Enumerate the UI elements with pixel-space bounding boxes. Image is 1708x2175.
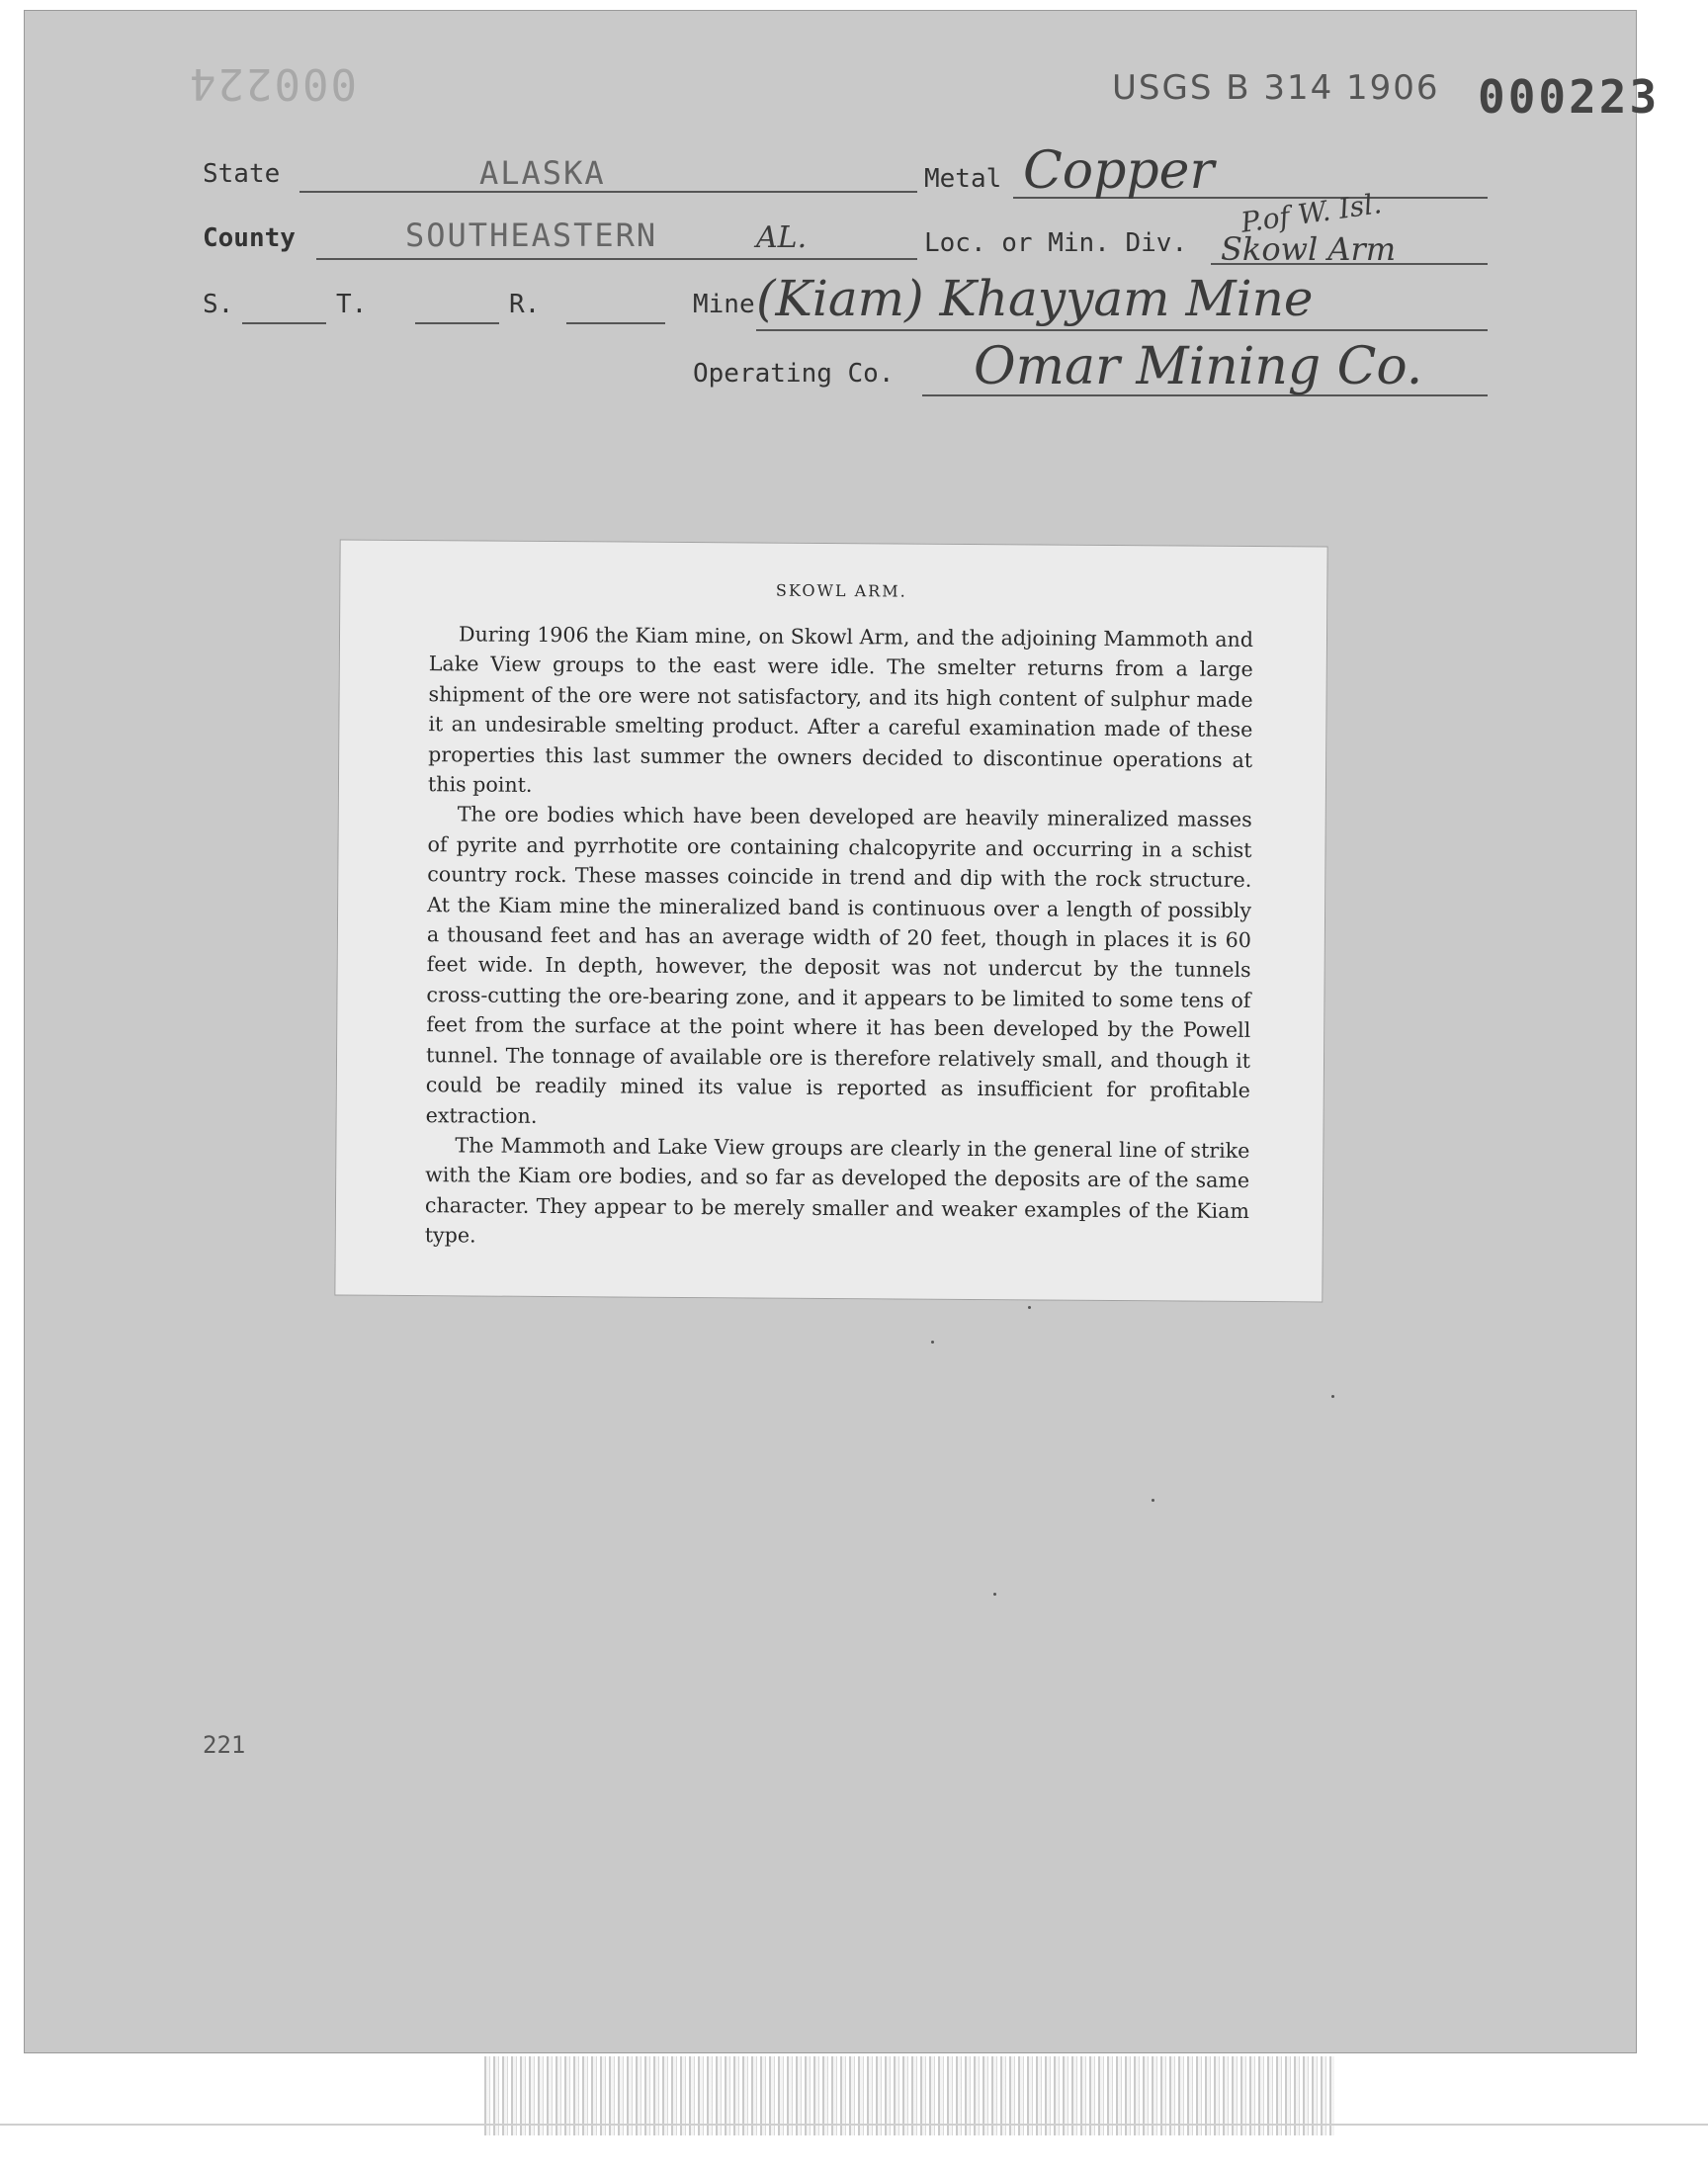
page-id-stamp: 000223 <box>1478 70 1661 124</box>
township-label: T. <box>336 290 368 319</box>
county-label: County <box>203 223 296 253</box>
county-value: SOUTHEASTERN <box>405 217 658 254</box>
scan-speck <box>1152 1499 1154 1502</box>
mine-underline <box>756 329 1488 331</box>
township-underline <box>415 322 499 324</box>
range-label: R. <box>509 290 541 319</box>
range-underline <box>566 322 665 324</box>
metal-label: Metal <box>924 164 1002 194</box>
loc-value-line2: Skowl Arm <box>1221 230 1397 268</box>
mine-label: Mine <box>693 290 755 319</box>
operating-co-label: Operating Co. <box>693 359 895 389</box>
mine-value: (Kiam) Khayyam Mine <box>756 270 1314 327</box>
clipping-paragraph: During 1906 the Kiam mine, on Skowl Arm, and the adjoining Mammoth and Lake View groups to the east were idle. The smelter returns from a large shipment of the ore were not satisfactory, and its high content of sulphur made it an undesirable smelting product. After a careful examination made of these properties this last summer the owners decided to discontinue operations at this point. <box>427 622 1254 797</box>
loc-value-line1: P.of W. Isl. <box>1238 187 1384 239</box>
scan-speck <box>1028 1306 1031 1309</box>
clipping-paragraph: The Mammoth and Lake View groups are clearly in the general line of strike with the Kiam ore bodies, and so far as developed the deposits are of the same character. They appear to be merely smaller and weaker examples of the Kiam type. <box>424 1133 1250 1248</box>
operating-co-value: Omar Mining Co. <box>974 337 1423 396</box>
scan-speck <box>931 1341 934 1344</box>
state-value: ALASKA <box>479 154 606 192</box>
section-label: S. <box>203 290 234 319</box>
scanner-edge-line <box>0 2124 1708 2126</box>
scan-speck <box>993 1593 996 1596</box>
county-handwritten: AL. <box>756 220 808 255</box>
county-underline <box>316 258 917 260</box>
faded-document-id: 000224 <box>188 58 357 109</box>
clipping-title: SKOWL ARM. <box>775 580 907 601</box>
state-underline <box>299 191 917 193</box>
usgs-reference: USGS B 314 1906 <box>1112 68 1440 108</box>
section-underline <box>242 322 326 324</box>
scan-speck <box>1331 1395 1334 1398</box>
state-label: State <box>203 159 281 189</box>
metal-value: Copper <box>1023 141 1215 201</box>
page-number: 221 <box>203 1731 246 1759</box>
scanned-sheet <box>24 10 1661 2053</box>
loc-label: Loc. or Min. Div. <box>924 228 1188 258</box>
newspaper-clipping <box>334 540 1327 1303</box>
clipping-paragraph: The ore bodies which have been developed are heavily mineralized masses of pyrite and pyrrhotite ore containing chalcopyrite and occurring in a schist country rock. These masses coincide in trend and dip with the rock structure. At the Kiam mine the mineralized band is continuous over a length of possibly a thousand feet and has an average width of 20 feet, though in places it is 60 feet wide. In depth, however, the deposit was not undercut by the tunnels cross-cutting the ore-bearing zone, and it appears to be limited to some tens of feet from the surface at the point where it has been developed by the Powell tunnel. The tonnage of available ore is therefore relatively small, and though it could be readily mined its value is reported as insufficient for profitable extraction. <box>425 802 1252 1128</box>
